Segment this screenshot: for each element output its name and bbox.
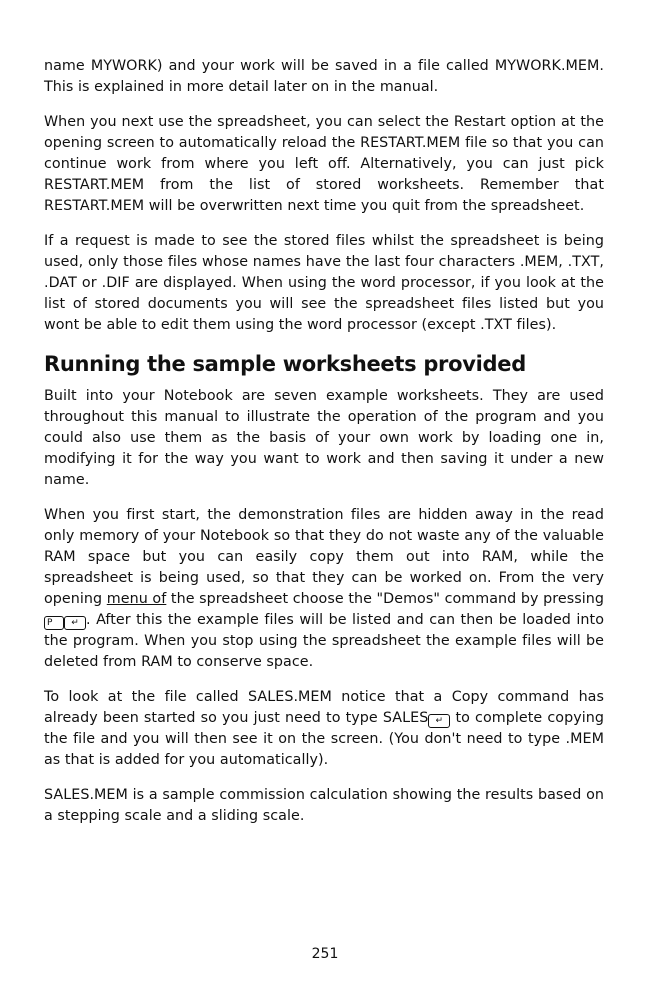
- demo-text-menu: menu of: [106, 591, 167, 607]
- paragraph-example-worksheets: Built into your Notebook are seven example worksheets. They are used throughout this manual to illustrate the operation of the program and you could also use them as the basis of your own work by loading one in, modifying it for the way you want to work and then saving it under a new name.: [44, 388, 604, 488]
- paragraph-sales-copy: [44, 687, 604, 771]
- enter-key-icon: ↵: [64, 616, 86, 630]
- document-page: [44, 56, 604, 841]
- paragraph-stored-files: If a request is made to see the stored files whilst the spreadsheet is being used, only those files whose names have the last four characters .MEM, .TXT, .DAT or .DIF are displayed. When using the word processor, if you look at the list of stored documents you will see the spreadsheet files listed but you wont be able to edit them using the word processor (except .TXT files).: [44, 233, 604, 333]
- paragraph-restart: When you next use the spreadsheet, you can select the Restart option at the opening screen to automatically reload the RESTART.MEM file so that you can continue work from where you left off. Alternatively, you can just pick RESTART.MEM from the list of stored worksheets. Remember that RESTART.MEM will be overwritten next time you quit from the spreadsheet.: [44, 114, 604, 214]
- demo-text-end: . After this the example files will be listed and can then be loaded into the program. When you stop using the spreadsheet the example files will be deleted from RAM to conserve space.: [44, 612, 604, 670]
- paragraph-sales-description: SALES.MEM is a sample commission calculation showing the results based on a stepping scale and a sliding scale.: [44, 787, 604, 824]
- demo-text-command: the spreadsheet choose the "Demos" command by pressing: [166, 591, 604, 607]
- sales-text-end: to complete copying the file and you will then see it on the screen. (You don't need to type .MEM as that is added for you automatically).: [44, 710, 604, 768]
- demo-text-start: When you first start, the demonstration files are hidden away in the read only memory of your Notebook so that they do not waste any of the valuable RAM space but you can easily copy them out into RAM, while the spreadsheet is being used, so that they can be worked on. From the very opening: [44, 507, 604, 607]
- section-heading: Running the sample worksheets provided: [44, 352, 526, 376]
- page-number: 251: [311, 946, 339, 962]
- paragraph-demonstration-files: [44, 505, 604, 673]
- sales-text-start: To look at the file called SALES.MEM notice that a Copy command has already been started so you just need to type SALES: [44, 689, 604, 726]
- enter-key-icon: ↵: [428, 714, 450, 728]
- paragraph-mywork: name MYWORK) and your work will be saved in a file called MYWORK.MEM. This is explained in more detail later on in the manual.: [44, 58, 604, 95]
- p-key-icon: P: [44, 616, 64, 630]
